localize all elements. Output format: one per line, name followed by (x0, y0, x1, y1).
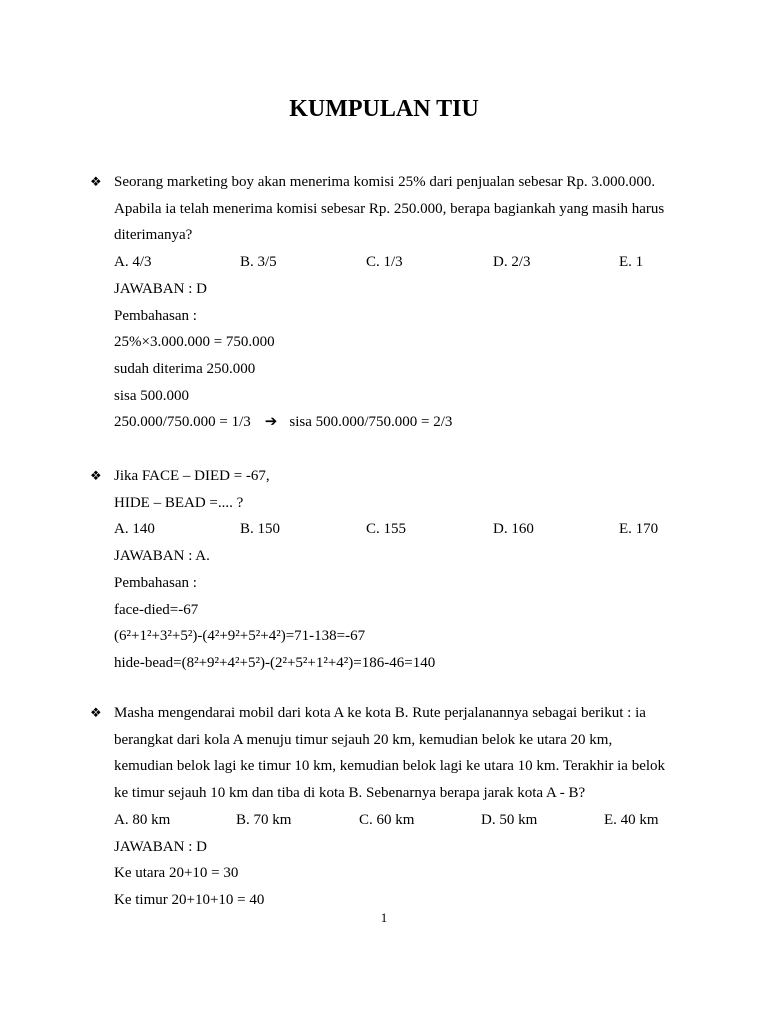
page-title: KUMPULAN TIU (289, 96, 479, 122)
option-b: B. 150 (240, 521, 281, 538)
working-final-right: sisa 500.000/750.000 = 2/3 (289, 414, 453, 431)
question-text-line: kemudian belok lagi ke timur 10 km, kemudian belok lagi ke utara 10 km. Terakhir ia belok (114, 758, 666, 775)
working-line: 25%×3.000.000 = 750.000 (114, 334, 275, 351)
page-number: 1 (380, 910, 388, 925)
arrow-right-icon: ➔ (264, 414, 278, 431)
working-final-line (114, 409, 690, 436)
working-line: hide-bead=(8²+9²+4²+5²)-(2²+5²+1²+4²)=186-46=140 (114, 654, 436, 671)
answer-options (114, 807, 690, 834)
option-c: C. 60 km (359, 811, 415, 828)
working-line: Ke utara 20+10 = 30 (114, 865, 239, 882)
question-text-line: HIDE – BEAD =.... ? (114, 494, 244, 511)
answer-key: JAWABAN : D (114, 838, 207, 855)
option-d: D. 160 (493, 521, 534, 538)
working-line: (6²+1²+3²+5²)-(4²+9²+5²+4²)=71-138=-67 (114, 628, 366, 645)
option-d: D. 50 km (481, 811, 538, 828)
question-text-line: Seorang marketing boy akan menerima komisi 25% dari penjualan sebesar Rp. 3.000.000. (114, 174, 656, 190)
option-a: A. 4/3 (114, 254, 152, 271)
question-2 (90, 463, 690, 677)
question-text-line: diterimanya? (114, 227, 193, 244)
answer-options (114, 516, 690, 543)
working-final-left: 250.000/750.000 = 1/3 (114, 414, 251, 431)
option-e: E. 170 (619, 521, 659, 538)
option-a: A. 140 (114, 521, 155, 538)
diamond-bullet-icon: ❖ (90, 705, 102, 720)
question-1 (90, 169, 690, 436)
diamond-bullet-icon: ❖ (90, 174, 102, 189)
answer-key: JAWABAN : A. (114, 548, 210, 565)
answer-options (114, 249, 690, 276)
question-3 (90, 700, 690, 914)
question-text-line: Jika FACE – DIED = -67, (114, 468, 270, 484)
option-e: E. 1 (619, 254, 644, 271)
discussion-label: Pembahasan : (114, 574, 197, 591)
question-text-line: berangkat dari kola A menuju timur sejauh 20 km, kemudian belok ke utara 20 km, (114, 731, 613, 748)
question-text-line: Apabila ia telah menerima komisi sebesar Rp. 250.000, berapa bagiankah yang masih harus (114, 200, 665, 217)
working-line: face-died=-67 (114, 601, 199, 618)
question-text-line: Masha mengendarai mobil dari kota A ke kota B. Rute perjalanannya sebagai berikut : ia (114, 705, 646, 721)
discussion-label: Pembahasan : (114, 307, 197, 324)
working-line: sudah diterima 250.000 (114, 360, 256, 377)
option-e: E. 40 km (604, 811, 659, 828)
answer-key: JAWABAN : D (114, 280, 207, 297)
option-a: A. 80 km (114, 811, 171, 828)
option-b: B. 70 km (236, 811, 292, 828)
option-c: C. 155 (366, 521, 407, 538)
option-c: C. 1/3 (366, 254, 403, 271)
working-line: Ke timur 20+10+10 = 40 (114, 891, 265, 908)
option-b: B. 3/5 (240, 254, 277, 271)
diamond-bullet-icon: ❖ (90, 468, 102, 483)
option-d: D. 2/3 (493, 254, 531, 271)
working-line: sisa 500.000 (114, 387, 189, 404)
question-text-line: ke timur sejauh 10 km dan tiba di kota B. Sebenarnya berapa jarak kota A - B? (114, 785, 586, 802)
